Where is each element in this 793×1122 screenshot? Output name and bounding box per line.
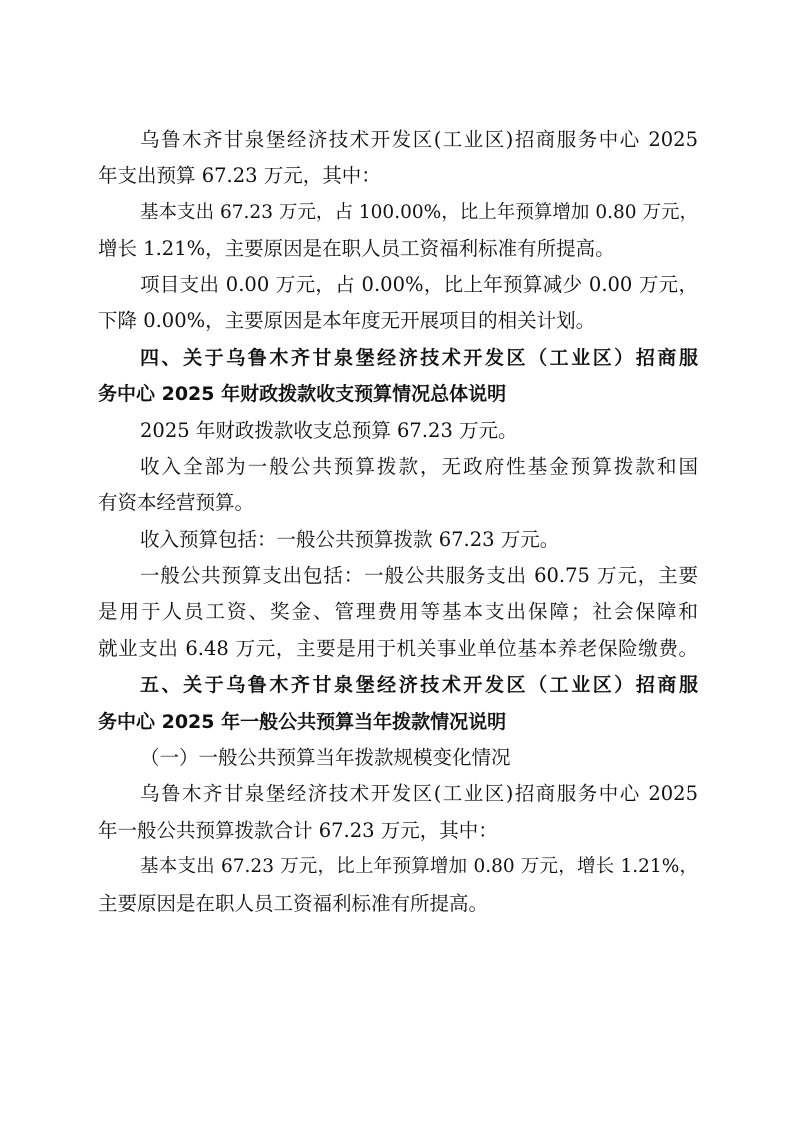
paragraph-line: 增长 1.21%，主要原因是在职人员工资福利标准有所提高。 [98,237,615,260]
paragraph-line: 收入预算包括：一般公共预算拨款 67.23 万元。 [140,528,560,551]
paragraph-line: 基本支出 67.23 万元，占 100.00%，比上年预算增加 0.80 万元， [140,202,698,223]
subsection-heading: （一）一般公共预算当年拨款规模变化情况 [140,746,511,769]
section-heading-4-cont: 务中心 2025 年财政拨款收支预算情况总体说明 [98,383,507,405]
paragraph-line: 有资本经营预算。 [98,491,255,514]
section-heading-5-cont: 务中心 2025 年一般公共预算当年拨款情况说明 [98,711,507,733]
paragraph-line: 2025 年财政拨款收支总预算 67.23 万元。 [140,419,518,442]
paragraph-line: 年支出预算 67.23 万元，其中： [98,164,381,187]
paragraph-line: 是用于人员工资、奖金、管理费用等基本支出保障；社会保障和 [98,600,698,623]
paragraph-line: 一般公共预算支出包括：一般公共服务支出 60.75 万元，主要 [140,564,698,587]
paragraph-line: 主要原因是在职人员工资福利标准有所提高。 [98,892,489,915]
paragraph-line: 乌鲁木齐甘泉堡经济技术开发区(工业区)招商服务中心 2025 [140,782,698,805]
paragraph-line: 乌鲁木齐甘泉堡经济技术开发区(工业区)招商服务中心 2025 [140,128,698,151]
section-heading-5: 五、关于乌鲁木齐甘泉堡经济技术开发区（工业区）招商服 [140,674,698,696]
paragraph-line: 收入全部为一般公共预算拨款，无政府性基金预算拨款和国 [140,455,698,478]
paragraph-line: 就业支出 6.48 万元，主要是用于机关事业单位基本养老保险缴费。 [98,637,698,660]
paragraph-line: 项目支出 0.00 万元，占 0.00%，比上年预算减少 0.00 万元， [140,273,698,296]
paragraph-line: 下降 0.00%，主要原因是本年度无开展项目的相关计划。 [98,309,596,332]
paragraph-line: 年一般公共预算拨款合计 67.23 万元，其中： [98,819,498,842]
paragraph-line: 基本支出 67.23 万元，比上年预算增加 0.80 万元，增长 1.21%， [140,856,698,877]
section-heading-4: 四、关于乌鲁木齐甘泉堡经济技术开发区（工业区）招商服 [140,347,698,369]
